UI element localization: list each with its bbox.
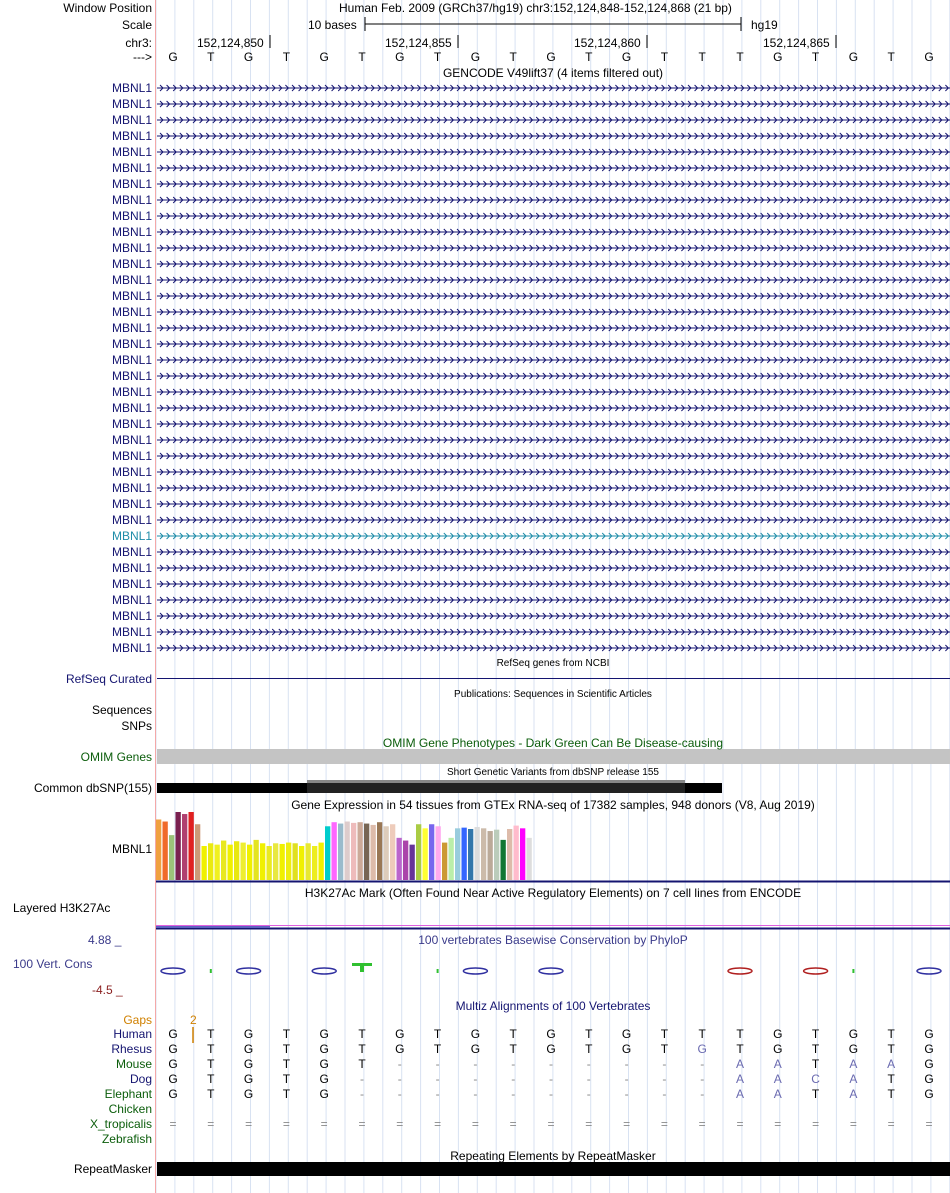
gencode-transcript-label[interactable]: MBNL1	[111, 321, 152, 335]
gtex-bar	[163, 822, 168, 880]
alignment-base: G	[470, 1042, 481, 1056]
gencode-transcript-label[interactable]: MBNL1	[111, 289, 152, 303]
alignment-base: -	[549, 1072, 553, 1086]
gtex-bar	[520, 828, 525, 880]
gencode-transcript-label[interactable]: MBNL1	[111, 209, 152, 223]
gtex-bar	[208, 843, 213, 880]
alignment-base: -	[397, 1057, 402, 1071]
alignment-base: -	[360, 1072, 364, 1086]
alignment-base: -	[549, 1087, 553, 1101]
alignment-base: G	[243, 1072, 254, 1086]
gtex-bar	[202, 846, 207, 880]
base-letter: T	[358, 50, 366, 64]
gtex-bar	[468, 829, 473, 880]
gaps-count: 2	[190, 1013, 197, 1027]
gtex-bar	[169, 835, 174, 880]
alignment-base: G	[168, 1087, 178, 1101]
gtex-bar	[267, 846, 272, 880]
gtex-bar	[371, 825, 376, 880]
alignment-base: T	[585, 1027, 593, 1041]
alignment-base: G	[924, 1042, 934, 1056]
alignment-base: G	[621, 1042, 632, 1056]
position-label: 152,124,855	[385, 36, 452, 50]
alignment-base: A	[773, 1087, 782, 1101]
alignment-base: =	[358, 1117, 366, 1131]
alignment-base: -	[700, 1057, 705, 1071]
gencode-transcript-label[interactable]: MBNL1	[111, 145, 152, 159]
alignment-base: T	[660, 1042, 669, 1056]
base-letter: T	[660, 50, 669, 64]
alignment-base: G	[319, 1042, 329, 1056]
alignment-base: -	[473, 1087, 478, 1101]
alignment-base: A	[849, 1087, 858, 1101]
gtex-bar	[390, 824, 395, 880]
phylop-mark	[804, 968, 828, 974]
phylop-mark	[852, 969, 854, 973]
alignment-base: T	[358, 1057, 366, 1071]
alignment-base: T	[282, 1057, 291, 1071]
alignment-base: =	[585, 1117, 593, 1131]
gtex-bar	[475, 827, 480, 880]
gaps-label[interactable]: Gaps	[123, 1013, 152, 1027]
alignment-base: =	[547, 1117, 555, 1131]
phylop-mark	[360, 963, 364, 972]
refseq-title[interactable]: RefSeq genes from NCBI	[496, 658, 610, 669]
gtex-bar	[156, 819, 161, 880]
gencode-transcript-label[interactable]: MBNL1	[111, 641, 152, 655]
alignment-base: A	[849, 1057, 858, 1071]
alignment-base: -	[397, 1072, 402, 1086]
base-letter: G	[319, 50, 329, 64]
gencode-transcript-label[interactable]: MBNL1	[111, 305, 152, 319]
gtex-bar	[176, 812, 181, 880]
alignment-base: G	[924, 1072, 934, 1086]
gtex-bar	[332, 822, 337, 880]
omim-bar	[157, 749, 950, 764]
gtex-bar	[247, 845, 252, 880]
alignment-base: =	[925, 1117, 933, 1131]
alignment-base: C	[811, 1072, 820, 1086]
alignment-base: A	[773, 1072, 782, 1086]
alignment-base: -	[624, 1072, 629, 1086]
gencode-transcript-label[interactable]: MBNL1	[111, 129, 152, 143]
gtex-bar	[442, 843, 447, 880]
gtex-bar	[241, 843, 246, 880]
repeatmasker-bar	[157, 1162, 950, 1176]
phylop-title[interactable]: 100 vertebrates Basewise Conservation by PhyloP	[418, 933, 688, 947]
alignment-base: G	[697, 1042, 707, 1056]
repeatmasker-title[interactable]: Repeating Elements by RepeatMasker	[450, 1149, 656, 1163]
gencode-transcript-label[interactable]: MBNL1	[111, 545, 152, 559]
alignment-base: =	[509, 1117, 517, 1131]
alignment-base: T	[207, 1072, 215, 1086]
alignment-base: G	[243, 1057, 254, 1071]
dbsnp-variant	[307, 780, 685, 783]
gtex-bar	[481, 828, 486, 880]
gtex-bar	[351, 823, 356, 880]
alignment-base: -	[662, 1057, 667, 1071]
gencode-transcript-label[interactable]: MBNL1	[111, 241, 152, 255]
chr-label: chr3:	[125, 36, 152, 50]
multiz-title[interactable]: Multiz Alignments of 100 Vertebrates	[455, 999, 651, 1013]
alignment-base: G	[773, 1042, 783, 1056]
alignment-base: =	[245, 1117, 253, 1131]
base-letter: T	[736, 50, 744, 64]
phylop-mark	[312, 968, 336, 974]
gtex-bar	[364, 824, 369, 880]
gencode-title[interactable]: GENCODE V49lift37 (4 items filtered out)	[442, 66, 664, 80]
gtex-bar	[195, 824, 200, 880]
base-letter: T	[887, 50, 895, 64]
position-label: 152,124,850	[197, 36, 264, 50]
gencode-transcript-label[interactable]: MBNL1	[111, 401, 152, 415]
alignment-base: =	[660, 1117, 668, 1131]
alignment-base: -	[511, 1087, 516, 1101]
gtex-gene-label[interactable]: MBNL1	[111, 842, 152, 856]
gtex-bar	[377, 822, 382, 880]
gtex-bar	[488, 831, 493, 880]
repeatmasker-label[interactable]: RepeatMasker	[73, 1162, 152, 1176]
alignment-base: =	[812, 1117, 820, 1131]
species-label[interactable]: Dog	[129, 1072, 152, 1086]
gtex-bar	[514, 826, 519, 880]
gtex-bar	[507, 829, 512, 880]
gtex-bar	[449, 838, 454, 880]
gtex-bar	[397, 838, 402, 880]
gtex-bar	[462, 828, 467, 880]
gencode-transcript-label[interactable]: MBNL1	[111, 273, 152, 287]
window-position-label: Window Position	[63, 1, 152, 15]
phylop-max-label: 4.88 _	[88, 933, 122, 947]
gtex-bar	[254, 840, 259, 880]
gtex-bar	[410, 845, 415, 880]
alignment-base: -	[700, 1087, 705, 1101]
gtex-bar	[312, 846, 317, 880]
alignment-base: T	[887, 1072, 895, 1086]
omim-label[interactable]: OMIM Genes	[80, 750, 152, 764]
base-letter: G	[773, 50, 783, 64]
gencode-transcript-label[interactable]: MBNL1	[111, 81, 152, 95]
alignment-base: -	[360, 1087, 364, 1101]
alignment-base: =	[736, 1117, 744, 1131]
publications-title[interactable]: Publications: Sequences in Scientific Articles	[454, 689, 652, 700]
alignment-base: -	[662, 1072, 667, 1086]
publications-snps-label[interactable]: SNPs	[121, 719, 152, 733]
gencode-transcript-label[interactable]: MBNL1	[111, 433, 152, 447]
gtex-bar	[260, 843, 265, 880]
alignment-base: T	[207, 1042, 215, 1056]
alignment-base: =	[434, 1117, 442, 1131]
gencode-transcript-label[interactable]: MBNL1	[111, 369, 152, 383]
gtex-bar	[494, 830, 499, 880]
alignment-base: G	[395, 1027, 405, 1041]
scale-text: 10 bases	[308, 18, 357, 32]
alignment-base: T	[509, 1027, 517, 1041]
gtex-bar	[182, 814, 187, 880]
alignment-base: T	[207, 1087, 215, 1101]
phylop-mark	[463, 968, 487, 974]
alignment-base: =	[471, 1117, 479, 1131]
base-letter: T	[282, 50, 291, 64]
gtex-bar	[286, 843, 291, 880]
alignment-base: G	[924, 1087, 934, 1101]
alignment-base: T	[585, 1042, 593, 1056]
gencode-transcript-label[interactable]: MBNL1	[111, 593, 152, 607]
alignment-base: -	[435, 1057, 440, 1071]
gtex-bar	[221, 841, 226, 880]
alignment-base: T	[358, 1042, 366, 1056]
alignment-base: G	[924, 1027, 934, 1041]
gtex-bar	[423, 828, 428, 880]
alignment-base: -	[586, 1087, 591, 1101]
alignment-base: -	[662, 1087, 667, 1101]
h3k27ac-label[interactable]: Layered H3K27Ac	[13, 901, 111, 915]
phylop-min-label: -4.5 _	[92, 983, 123, 997]
alignment-base: T	[358, 1027, 366, 1041]
alignment-base: T	[282, 1087, 291, 1101]
alignment-base: T	[433, 1042, 442, 1056]
gtex-bar	[358, 822, 363, 880]
alignment-base: G	[243, 1042, 254, 1056]
gtex-bar	[527, 838, 532, 880]
alignment-base: -	[397, 1087, 402, 1101]
gtex-bar	[345, 822, 350, 880]
alignment-base: G	[168, 1057, 178, 1071]
alignment-base: -	[586, 1072, 591, 1086]
alignment-base: T	[207, 1057, 215, 1071]
gtex-bar	[215, 845, 220, 880]
phylop-mark	[917, 968, 941, 974]
species-label[interactable]: Zebrafish	[101, 1132, 152, 1146]
gtex-bar	[189, 812, 194, 880]
alignment-base: =	[396, 1117, 404, 1131]
gencode-transcript-label[interactable]: MBNL1	[111, 513, 152, 527]
alignment-base: T	[736, 1042, 744, 1056]
base-letter: T	[811, 50, 820, 64]
gencode-transcript-label[interactable]: MBNL1	[111, 417, 152, 431]
gtex-bar	[299, 846, 304, 880]
alignment-base: T	[811, 1087, 820, 1101]
gtex-bar	[436, 826, 441, 880]
alignment-base: -	[624, 1057, 629, 1071]
gencode-transcript-label[interactable]: MBNL1	[111, 449, 152, 463]
alignment-base: G	[243, 1087, 254, 1101]
alignment-base: G	[319, 1072, 329, 1086]
alignment-base: T	[433, 1027, 442, 1041]
alignment-base: =	[623, 1117, 631, 1131]
alignment-base: -	[435, 1087, 440, 1101]
alignment-base: -	[586, 1057, 591, 1071]
alignment-base: G	[546, 1027, 556, 1041]
assembly-label: hg19	[751, 18, 778, 32]
alignment-base: A	[735, 1057, 744, 1071]
gtex-bar	[403, 841, 408, 880]
alignment-base: G	[319, 1027, 329, 1041]
base-letter: G	[621, 50, 632, 64]
window-position-title: Human Feb. 2009 (GRCh37/hg19) chr3:152,124,848-152,124,868 (21 bp)	[339, 1, 732, 15]
alignment-base: =	[169, 1117, 177, 1131]
dbsnp-label[interactable]: Common dbSNP(155)	[33, 781, 152, 795]
base-letter: T	[585, 50, 593, 64]
gencode-transcript-label[interactable]: MBNL1	[111, 161, 152, 175]
dbsnp-title[interactable]: Short Genetic Variants from dbSNP release 155	[447, 767, 659, 778]
gencode-transcript-label[interactable]: MBNL1	[111, 481, 152, 495]
species-label[interactable]: X_tropicalis	[89, 1117, 152, 1131]
species-label[interactable]: Human	[113, 1027, 152, 1041]
gencode-transcript-label[interactable]: MBNL1	[111, 529, 152, 543]
alignment-base: A	[735, 1072, 744, 1086]
alignment-base: -	[473, 1072, 478, 1086]
alignment-base: =	[282, 1117, 290, 1131]
gtex-bar	[416, 824, 421, 880]
species-label[interactable]: Mouse	[115, 1057, 152, 1071]
alignment-base: T	[509, 1042, 517, 1056]
alignment-base: G	[924, 1057, 934, 1071]
base-letter: T	[698, 50, 706, 64]
alignment-base: T	[887, 1027, 895, 1041]
gencode-transcript-label[interactable]: MBNL1	[111, 497, 152, 511]
base-letter: G	[168, 50, 178, 64]
phylop-mark	[237, 968, 261, 974]
gencode-transcript-label[interactable]: MBNL1	[111, 465, 152, 479]
alignment-base: G	[319, 1057, 329, 1071]
alignment-base: G	[848, 1042, 859, 1056]
phylop-mark	[210, 969, 212, 973]
alignment-base: -	[511, 1057, 516, 1071]
alignment-base: T	[282, 1027, 291, 1041]
phylop-mark	[437, 969, 439, 973]
gencode-transcript-label[interactable]: MBNL1	[111, 337, 152, 351]
alignment-base: =	[887, 1117, 895, 1131]
species-label[interactable]: Rhesus	[111, 1042, 152, 1056]
phylop-label[interactable]: 100 Vert. Cons	[13, 957, 93, 971]
alignment-base: G	[546, 1042, 556, 1056]
alignment-base: =	[849, 1117, 857, 1131]
alignment-base: -	[700, 1072, 705, 1086]
alignment-base: G	[395, 1042, 405, 1056]
gencode-transcript-label[interactable]: MBNL1	[111, 113, 152, 127]
gtex-bar	[338, 824, 343, 880]
gtex-bar	[429, 824, 434, 880]
gencode-transcript-label[interactable]: MBNL1	[111, 625, 152, 639]
alignment-base: G	[168, 1027, 178, 1041]
alignment-base: =	[774, 1117, 782, 1131]
alignment-base: -	[473, 1057, 478, 1071]
gencode-transcript-label[interactable]: MBNL1	[111, 97, 152, 111]
alignment-base: -	[549, 1057, 553, 1071]
alignment-base: T	[736, 1027, 744, 1041]
refseq-label[interactable]: RefSeq Curated	[65, 672, 152, 686]
species-label[interactable]: Chicken	[108, 1102, 152, 1116]
gencode-transcript-label[interactable]: MBNL1	[111, 353, 152, 367]
alignment-base: G	[470, 1027, 481, 1041]
position-label: 152,124,865	[763, 36, 830, 50]
base-letter: G	[848, 50, 859, 64]
alignment-base: T	[811, 1027, 820, 1041]
gtex-bar	[325, 826, 330, 880]
gtex-bar	[234, 841, 239, 880]
gtex-bar	[501, 840, 506, 880]
gencode-transcript-label[interactable]: MBNL1	[111, 257, 152, 271]
alignment-base: =	[698, 1117, 706, 1131]
alignment-base: G	[848, 1027, 859, 1041]
alignment-base: =	[207, 1117, 215, 1131]
base-letter: G	[470, 50, 481, 64]
base-letter: G	[924, 50, 934, 64]
alignment-base: T	[660, 1027, 669, 1041]
alignment-base: G	[319, 1087, 329, 1101]
phylop-mark	[161, 968, 185, 974]
gtex-bar	[273, 843, 278, 880]
alignment-base: G	[243, 1027, 254, 1041]
species-label[interactable]: Elephant	[104, 1087, 152, 1101]
gencode-transcript-label[interactable]: MBNL1	[111, 561, 152, 575]
position-label: 152,124,860	[574, 36, 641, 50]
base-letter: G	[546, 50, 556, 64]
phylop-mark	[539, 968, 563, 974]
gtex-bar	[319, 843, 324, 880]
phylop-mark	[728, 968, 752, 974]
dbsnp-variant	[307, 783, 685, 793]
gencode-transcript-label[interactable]: MBNL1	[111, 193, 152, 207]
gtex-bar	[280, 844, 285, 880]
alignment-base: -	[511, 1072, 516, 1086]
alignment-base: T	[207, 1027, 215, 1041]
alignment-base: T	[887, 1087, 895, 1101]
omim-title[interactable]: OMIM Gene Phenotypes - Dark Green Can Be Disease-causing	[382, 736, 724, 750]
alignment-base: T	[282, 1042, 291, 1056]
gencode-transcript-label[interactable]: MBNL1	[111, 577, 152, 591]
alignment-base: T	[811, 1042, 820, 1056]
base-letter: T	[207, 50, 215, 64]
alignment-base: A	[735, 1087, 744, 1101]
gencode-transcript-label[interactable]: MBNL1	[111, 225, 152, 239]
alignment-base: G	[168, 1042, 178, 1056]
alignment-base: A	[887, 1057, 896, 1071]
alignment-base: -	[435, 1072, 440, 1086]
gencode-transcript-label[interactable]: MBNL1	[111, 385, 152, 399]
gencode-transcript-label[interactable]: MBNL1	[111, 177, 152, 191]
base-letter: G	[243, 50, 254, 64]
gtex-bar	[306, 843, 311, 880]
base-letter: G	[395, 50, 405, 64]
gencode-transcript-label[interactable]: MBNL1	[111, 609, 152, 623]
strand-arrow-label: --->	[133, 50, 152, 64]
alignment-base: A	[849, 1072, 858, 1086]
alignment-base: -	[624, 1087, 629, 1101]
gtex-bar	[293, 843, 298, 880]
alignment-base: A	[773, 1057, 782, 1071]
gtex-title[interactable]: Gene Expression in 54 tissues from GTEx RNA-seq of 17382 samples, 948 donors (V8, Aug 2019)	[291, 798, 815, 812]
alignment-base: T	[811, 1057, 820, 1071]
alignment-base: G	[621, 1027, 632, 1041]
alignment-base: T	[282, 1072, 291, 1086]
gtex-bar	[384, 826, 389, 880]
alignment-base: G	[773, 1027, 783, 1041]
base-letter: T	[509, 50, 517, 64]
gtex-bar	[228, 845, 233, 880]
h3k27ac-title[interactable]: H3K27Ac Mark (Often Found Near Active Regulatory Elements) on 7 cell lines from ENCODE	[304, 886, 802, 900]
alignment-base: T	[887, 1042, 895, 1056]
base-letter: T	[433, 50, 442, 64]
alignment-base: T	[698, 1027, 706, 1041]
alignment-base: =	[320, 1117, 328, 1131]
scale-label: Scale	[121, 18, 152, 32]
alignment-base: G	[168, 1072, 178, 1086]
publications-sequences-label[interactable]: Sequences	[91, 703, 152, 717]
gtex-bar	[455, 828, 460, 880]
